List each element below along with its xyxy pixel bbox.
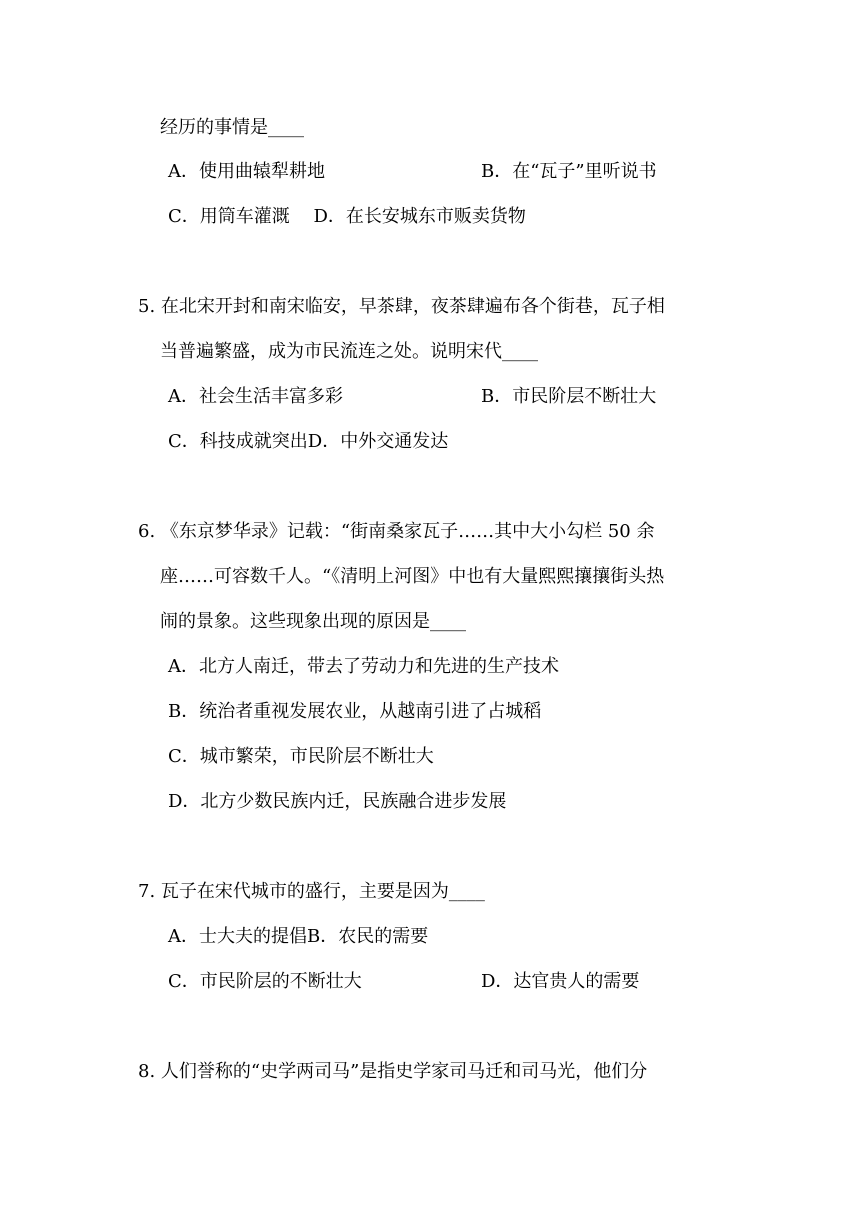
q6-option-d: D．北方少数民族内迁，民族融合进步发展	[168, 791, 507, 812]
q7-option-c: C．市民阶层的不断壮大	[168, 971, 362, 992]
q5-option-b: B．市民阶层不断壮大	[481, 386, 657, 407]
q7-stem-line1: 7. 瓦子在宋代城市的盛行，主要是因为____	[138, 881, 485, 902]
q6-option-b: B．统治者重视发展农业，从越南引进了占城稻	[168, 701, 542, 722]
q4-option-c-d: C．用筒车灌溉 D．在长安城东市贩卖货物	[168, 206, 526, 227]
q7-option-d: D．达官贵人的需要	[481, 971, 640, 992]
q4-stem-continuation: 经历的事情是____	[160, 117, 304, 138]
q5-stem-line1: 5. 在北宋开封和南宋临安，早茶肆，夜茶肆遍布各个街巷，瓦子相	[138, 296, 665, 317]
q4-option-b: B．在“瓦子”里听说书	[481, 161, 657, 182]
q5-stem-line2: 当普遍繁盛，成为市民流连之处。说明宋代____	[160, 341, 538, 362]
q5-option-a: A．社会生活丰富多彩	[168, 386, 343, 407]
q6-stem-line2: 座……可容数千人。“《清明上河图》中也有大量熙熙攘攘街头热	[160, 566, 665, 587]
q4-option-a: A．使用曲辕犁耕地	[168, 161, 325, 182]
q6-stem-line3: 闹的景象。这些现象出现的原因是____	[160, 611, 466, 632]
q5-option-c-d: C．科技成就突出D．中外交通发达	[168, 431, 449, 452]
q7-option-a-b: A．士大夫的提倡B．农民的需要	[168, 926, 429, 947]
q6-stem-line1: 6. 《东京梦华录》记载：“街南桑家瓦子……其中大小勾栏 50 余	[138, 521, 655, 542]
q6-option-c: C．城市繁荣，市民阶层不断壮大	[168, 746, 434, 767]
q8-stem-line1: 8. 人们誉称的“史学两司马”是指史学家司马迁和司马光，他们分	[138, 1061, 648, 1082]
q6-option-a: A．北方人南迁，带去了劳动力和先进的生产技术	[168, 656, 559, 677]
